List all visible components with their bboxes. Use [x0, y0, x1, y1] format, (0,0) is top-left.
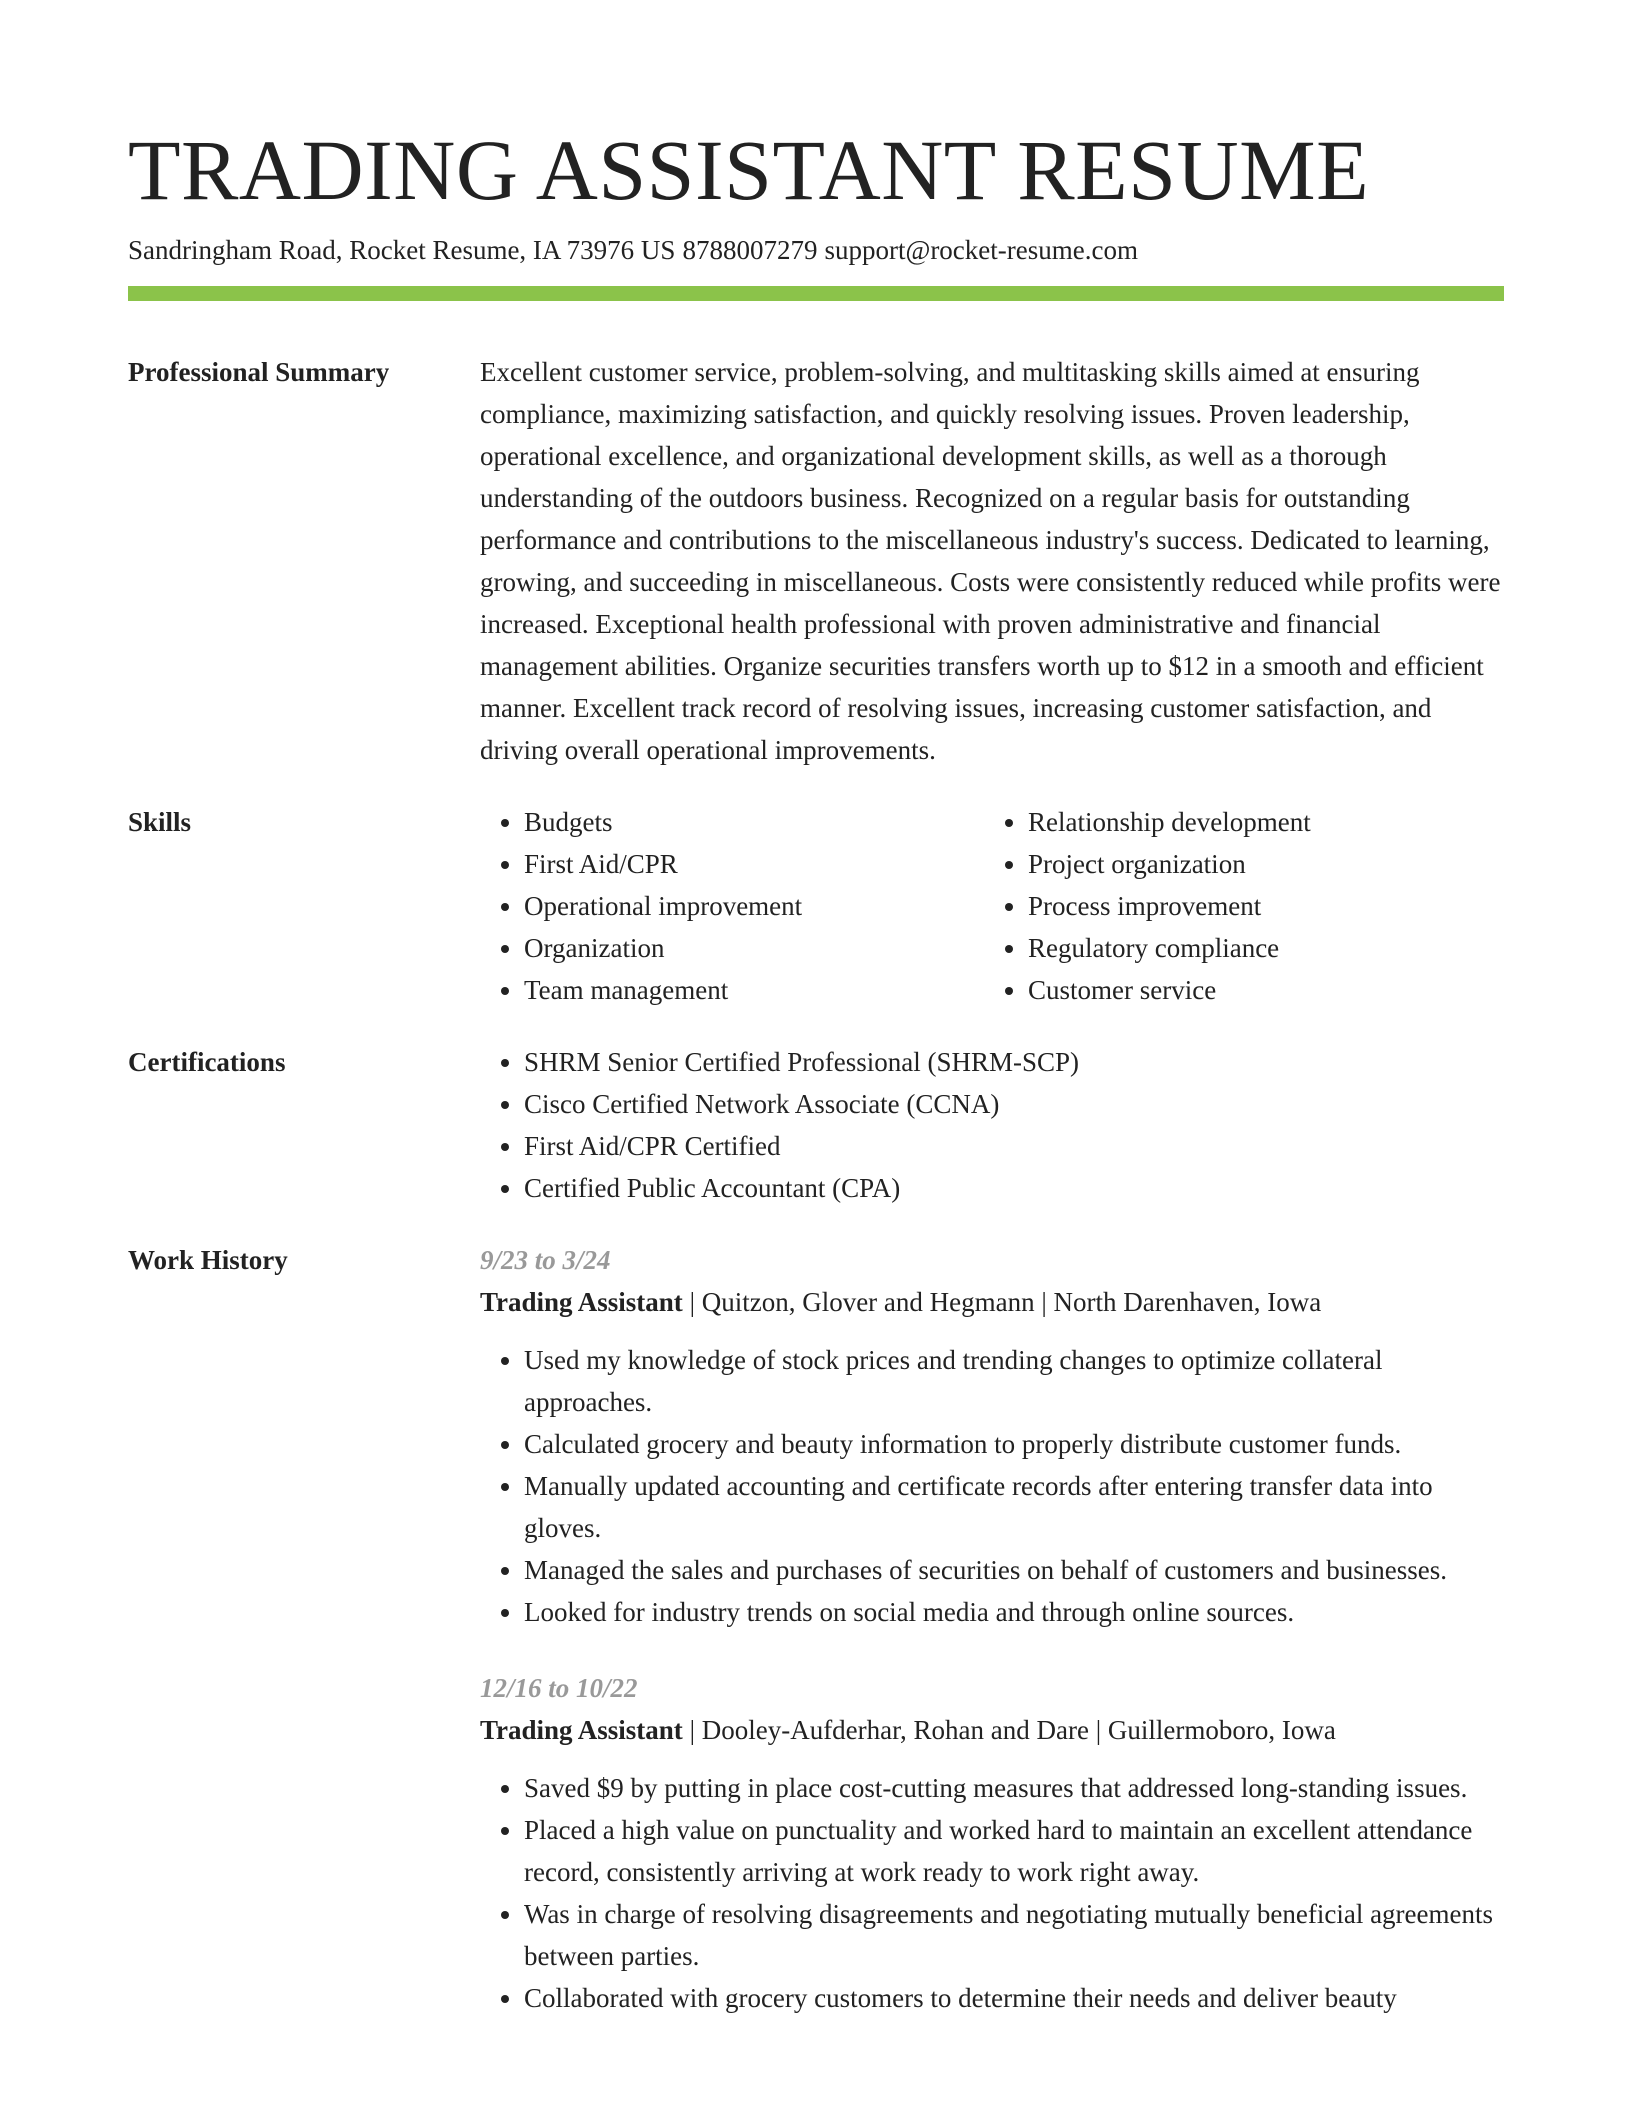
list-item: • Manually updated accounting and certificate records after entering transfer data into gloves.: [524, 1465, 1504, 1549]
address-text: Sandringham Road, Rocket Resume, IA 73976 US: [128, 235, 676, 265]
job-heading: [480, 1281, 1504, 1323]
list-item: • First Aid/CPR: [524, 843, 984, 885]
job-entry: [480, 1667, 1504, 2019]
work-history-body: [480, 1239, 1504, 2053]
job-dates: 9/23 to 3/24: [480, 1245, 611, 1275]
skills-list-right: [984, 801, 1488, 1011]
list-item: • Was in charge of resolving disagreements and negotiating mutually beneficial agreements between parties.: [524, 1893, 1504, 1977]
phone-text: 8788007279: [682, 235, 818, 265]
list-item: • Managed the sales and purchases of securities on behalf of customers and businesses.: [524, 1549, 1504, 1591]
section-label: Professional Summary: [128, 357, 390, 387]
section-label: Skills: [128, 807, 192, 837]
job-entry: [480, 1239, 1504, 1633]
job-bullets: [480, 1339, 1504, 1633]
resume-title: TRADING ASSISTANT RESUME: [128, 122, 1370, 218]
list-item: • First Aid/CPR Certified: [524, 1125, 1504, 1167]
section-label: Certifications: [128, 1047, 286, 1077]
certifications-body: [480, 1041, 1504, 1209]
professional-summary-section: [128, 351, 1504, 771]
contact-line: [128, 232, 1504, 268]
email-link[interactable]: support@rocket-resume.com: [824, 235, 1138, 265]
list-item: • SHRM Senior Certified Professional (SHRM-SCP): [524, 1041, 1504, 1083]
list-item: • Looked for industry trends on social media and through online sources.: [524, 1591, 1504, 1633]
resume-page: [128, 120, 1504, 2053]
work-history-section: [128, 1239, 1504, 2053]
list-item: • Placed a high value on punctuality and worked hard to maintain an excellent attendance record, consistently arriving at work ready to work right away.: [524, 1809, 1504, 1893]
list-item: • Saved $9 by putting in place cost-cutting measures that addressed long-standing issues.: [524, 1767, 1504, 1809]
section-label: Work History: [128, 1245, 288, 1275]
list-item: • Used my knowledge of stock prices and trending changes to optimize collateral approaches.: [524, 1339, 1504, 1423]
list-item: • Organization: [524, 927, 984, 969]
job-details: | Quitzon, Glover and Hegmann | North Darenhaven, Iowa: [682, 1287, 1322, 1317]
list-item: • Project organization: [1028, 843, 1488, 885]
skills-list-left: [480, 801, 984, 1011]
certifications-list: [480, 1041, 1504, 1209]
list-item: • Calculated grocery and beauty information to properly distribute customer funds.: [524, 1423, 1504, 1465]
list-item: • Customer service: [1028, 969, 1488, 1011]
list-item: • Team management: [524, 969, 984, 1011]
job-title: Trading Assistant: [480, 1715, 683, 1745]
skills-grid: [480, 801, 1504, 1011]
header-divider: [128, 286, 1504, 301]
list-item: • Process improvement: [1028, 885, 1488, 927]
list-item: • Operational improvement: [524, 885, 984, 927]
certifications-section: [128, 1041, 1504, 1209]
summary-text: Excellent customer service, problem-solving, and multitasking skills aimed at ensuring compliance, maximizing satisfaction, and quickly resolving issues. Proven leadership, operational excellence, and organizational development skills, as well as a thorough understanding of the outdoors business. Recognized on a regular basis for outstanding performance and contributions to the miscellaneous industry's success. Dedicated to learning, growing, and succeeding in miscellaneous. Costs were consistently reduced while profits were increased. Exceptional health professional with proven administrative and financial management abilities. Organize securities transfers worth up to $12 in a smooth and efficient manner. Excellent track record of resolving issues, increasing customer satisfaction, and driving overall operational improvements.: [480, 357, 1501, 765]
list-item: • Collaborated with grocery customers to determine their needs and deliver beauty: [524, 1977, 1504, 2019]
skills-section: [128, 801, 1504, 1011]
job-title: Trading Assistant: [480, 1287, 683, 1317]
list-item: • Certified Public Accountant (CPA): [524, 1167, 1504, 1209]
list-item: • Budgets: [524, 801, 984, 843]
job-dates: 12/16 to 10/22: [480, 1673, 638, 1703]
job-heading: [480, 1709, 1504, 1751]
list-item: • Regulatory compliance: [1028, 927, 1488, 969]
job-bullets: [480, 1767, 1504, 2019]
job-details: | Dooley-Aufderhar, Rohan and Dare | Guillermoboro, Iowa: [682, 1715, 1336, 1745]
list-item: • Relationship development: [1028, 801, 1488, 843]
list-item: • Cisco Certified Network Associate (CCNA): [524, 1083, 1504, 1125]
